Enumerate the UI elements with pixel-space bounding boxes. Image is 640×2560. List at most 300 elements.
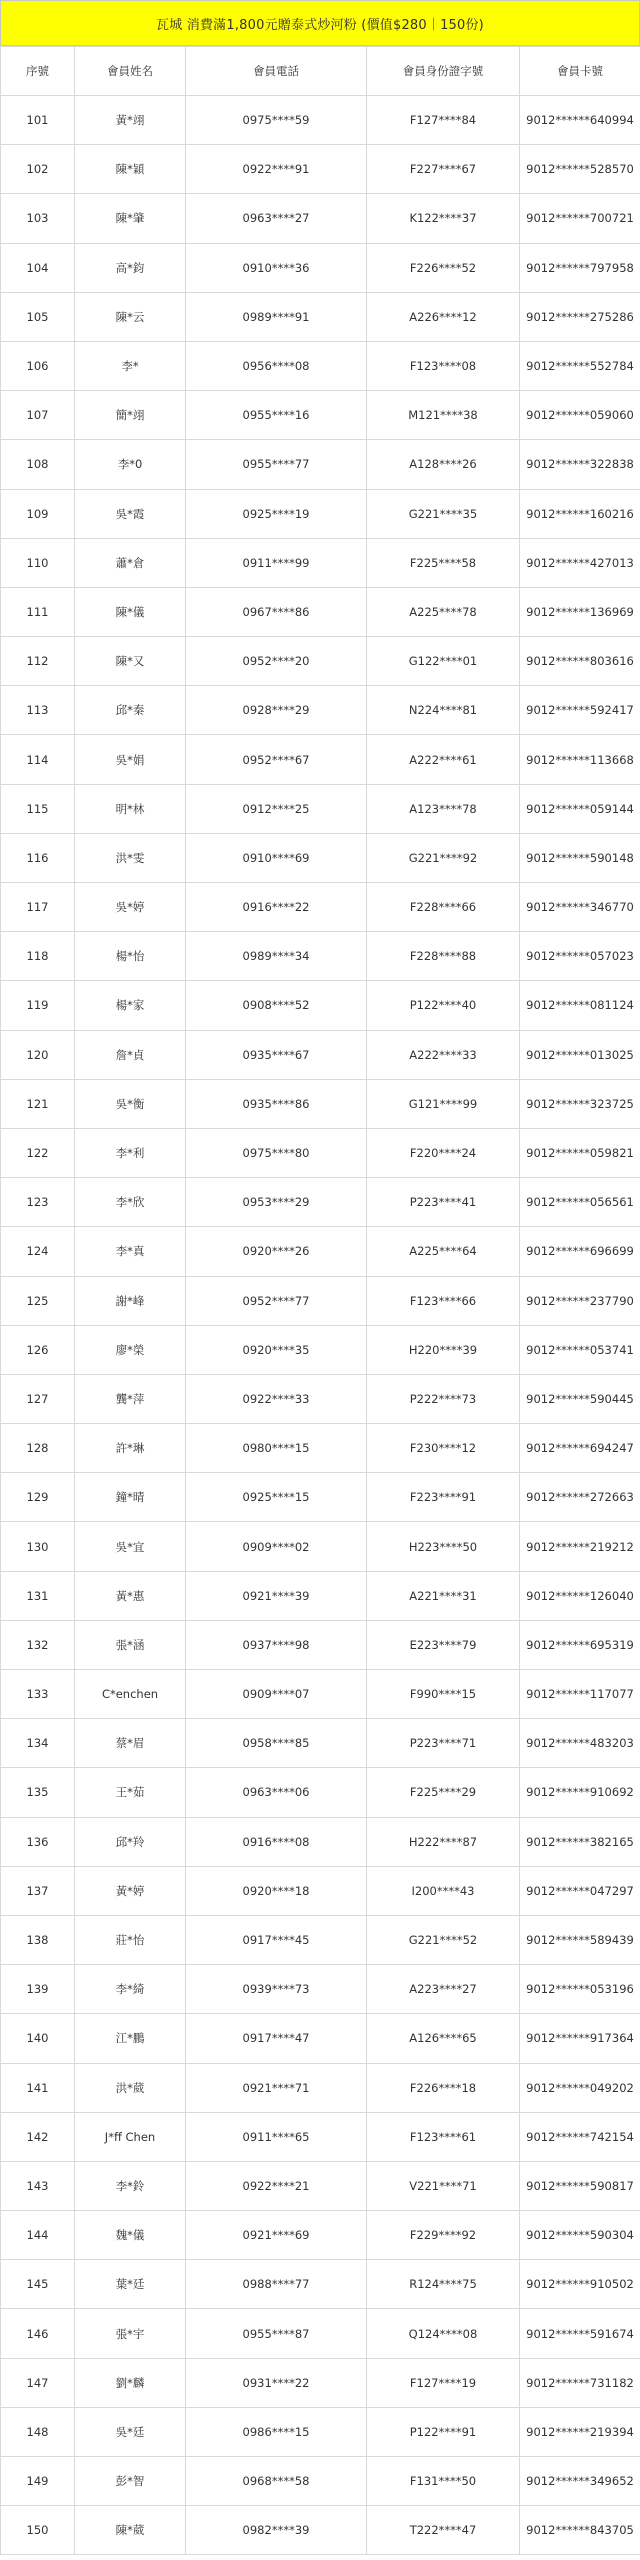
cell-member-card: 9012******059144 [520, 784, 640, 833]
cell-member-id: H222****87 [367, 1817, 520, 1866]
cell-member-name: 魏*儀 [75, 2211, 186, 2260]
cell-member-phone: 0989****91 [186, 292, 367, 341]
cell-member-name: 陳*云 [75, 292, 186, 341]
cell-member-id: F225****29 [367, 1768, 520, 1817]
cell-member-id: P122****40 [367, 981, 520, 1030]
cell-serial: 144 [1, 2211, 75, 2260]
cell-member-name: 吳*衡 [75, 1079, 186, 1128]
cell-member-name: C*enchen [75, 1670, 186, 1719]
cell-member-card: 9012******346770 [520, 883, 640, 932]
table-row [1, 2211, 640, 2260]
table-row [1, 2506, 640, 2555]
cell-serial: 139 [1, 1965, 75, 2014]
cell-serial: 129 [1, 1473, 75, 1522]
cell-member-id: F123****61 [367, 2112, 520, 2161]
cell-member-phone: 0921****39 [186, 1571, 367, 1620]
cell-member-id: P222****73 [367, 1374, 520, 1423]
cell-member-phone: 0910****36 [186, 243, 367, 292]
cell-member-id: F990****15 [367, 1670, 520, 1719]
table-row [1, 1719, 640, 1768]
table-row [1, 1670, 640, 1719]
cell-serial: 132 [1, 1620, 75, 1669]
cell-serial: 143 [1, 2161, 75, 2210]
cell-member-card: 9012******113668 [520, 735, 640, 784]
cell-member-phone: 0908****52 [186, 981, 367, 1030]
cell-member-id: F228****66 [367, 883, 520, 932]
cell-member-phone: 0916****08 [186, 1817, 367, 1866]
table-row [1, 1079, 640, 1128]
cell-member-card: 9012******322838 [520, 440, 640, 489]
cell-member-card: 9012******013025 [520, 1030, 640, 1079]
cell-member-name: 吳*婷 [75, 883, 186, 932]
cell-member-card: 9012******590445 [520, 1374, 640, 1423]
cell-member-card: 9012******797958 [520, 243, 640, 292]
cell-member-phone: 0917****45 [186, 1915, 367, 1964]
table-body [1, 96, 640, 2555]
cell-serial: 147 [1, 2358, 75, 2407]
cell-serial: 134 [1, 1719, 75, 1768]
cell-member-name: 洪*雯 [75, 833, 186, 882]
cell-member-name: 謝*峰 [75, 1276, 186, 1325]
cell-member-phone: 0911****65 [186, 2112, 367, 2161]
cell-member-phone: 0916****22 [186, 883, 367, 932]
cell-member-id: E223****79 [367, 1620, 520, 1669]
cell-member-name: 王*茹 [75, 1768, 186, 1817]
table-row [1, 981, 640, 1030]
cell-serial: 148 [1, 2407, 75, 2456]
cell-member-name: 黃*惠 [75, 1571, 186, 1620]
cell-serial: 106 [1, 341, 75, 390]
cell-serial: 101 [1, 96, 75, 145]
cell-member-card: 9012******053741 [520, 1325, 640, 1374]
cell-member-card: 9012******126040 [520, 1571, 640, 1620]
cell-member-phone: 0952****67 [186, 735, 367, 784]
table-row [1, 538, 640, 587]
cell-member-phone: 0939****73 [186, 1965, 367, 2014]
cell-member-name: J*ff Chen [75, 2112, 186, 2161]
column-header-card: 會員卡號 [520, 47, 640, 96]
cell-member-card: 9012******275286 [520, 292, 640, 341]
cell-member-id: I200****43 [367, 1866, 520, 1915]
cell-member-phone: 0986****15 [186, 2407, 367, 2456]
cell-member-card: 9012******694247 [520, 1424, 640, 1473]
cell-member-card: 9012******590148 [520, 833, 640, 882]
cell-member-card: 9012******237790 [520, 1276, 640, 1325]
cell-serial: 115 [1, 784, 75, 833]
cell-serial: 118 [1, 932, 75, 981]
cell-member-name: 高*鈞 [75, 243, 186, 292]
cell-member-phone: 0935****67 [186, 1030, 367, 1079]
cell-member-id: G121****99 [367, 1079, 520, 1128]
cell-serial: 102 [1, 145, 75, 194]
table-row [1, 440, 640, 489]
cell-member-id: G221****92 [367, 833, 520, 882]
cell-serial: 105 [1, 292, 75, 341]
table-row [1, 292, 640, 341]
cell-member-phone: 0922****91 [186, 145, 367, 194]
page-title: 瓦城 消費滿1,800元贈泰式炒河粉 (價值$280｜150份) [156, 17, 484, 33]
cell-member-phone: 0956****08 [186, 341, 367, 390]
cell-member-id: F228****88 [367, 932, 520, 981]
cell-member-id: A225****78 [367, 587, 520, 636]
cell-serial: 114 [1, 735, 75, 784]
table-row [1, 1571, 640, 1620]
cell-member-name: 李*鈴 [75, 2161, 186, 2210]
table-row [1, 1866, 640, 1915]
cell-serial: 104 [1, 243, 75, 292]
table-row [1, 1128, 640, 1177]
cell-member-name: 吳*霞 [75, 489, 186, 538]
cell-member-phone: 0910****69 [186, 833, 367, 882]
table-row [1, 341, 640, 390]
title-bar [0, 0, 640, 46]
cell-member-name: 陳*葳 [75, 2506, 186, 2555]
cell-member-card: 9012******117077 [520, 1670, 640, 1719]
cell-serial: 145 [1, 2260, 75, 2309]
cell-member-id: V221****71 [367, 2161, 520, 2210]
table-row [1, 1178, 640, 1227]
cell-member-name: 張*宇 [75, 2309, 186, 2358]
cell-member-name: 楊*怡 [75, 932, 186, 981]
cell-member-id: N224****81 [367, 686, 520, 735]
cell-member-card: 9012******057023 [520, 932, 640, 981]
cell-serial: 140 [1, 2014, 75, 2063]
cell-member-card: 9012******742154 [520, 2112, 640, 2161]
table-row [1, 1276, 640, 1325]
cell-serial: 113 [1, 686, 75, 735]
cell-member-name: 李*欣 [75, 1178, 186, 1227]
cell-member-name: 陳*肇 [75, 194, 186, 243]
cell-member-id: R124****75 [367, 2260, 520, 2309]
cell-member-card: 9012******591674 [520, 2309, 640, 2358]
column-header-id: 會員身份證字號 [367, 47, 520, 96]
cell-member-card: 9012******160216 [520, 489, 640, 538]
table-row [1, 1374, 640, 1423]
cell-member-phone: 0968****58 [186, 2457, 367, 2506]
cell-serial: 141 [1, 2063, 75, 2112]
cell-member-card: 9012******219394 [520, 2407, 640, 2456]
cell-member-name: 許*琳 [75, 1424, 186, 1473]
table-row [1, 145, 640, 194]
member-table [0, 46, 640, 2555]
table-row [1, 96, 640, 145]
cell-member-phone: 0935****86 [186, 1079, 367, 1128]
table-row [1, 2358, 640, 2407]
table-row [1, 2014, 640, 2063]
cell-serial: 121 [1, 1079, 75, 1128]
cell-serial: 136 [1, 1817, 75, 1866]
cell-member-card: 9012******483203 [520, 1719, 640, 1768]
cell-member-phone: 0909****07 [186, 1670, 367, 1719]
table-row [1, 883, 640, 932]
column-header-name: 會員姓名 [75, 47, 186, 96]
cell-member-id: F220****24 [367, 1128, 520, 1177]
cell-member-phone: 0955****87 [186, 2309, 367, 2358]
cell-member-id: G221****35 [367, 489, 520, 538]
header-row [1, 47, 640, 96]
table-row [1, 784, 640, 833]
cell-member-card: 9012******592417 [520, 686, 640, 735]
cell-serial: 110 [1, 538, 75, 587]
cell-member-phone: 0963****27 [186, 194, 367, 243]
cell-member-name: 吳*廷 [75, 2407, 186, 2456]
cell-member-id: F123****66 [367, 1276, 520, 1325]
cell-member-phone: 0922****21 [186, 2161, 367, 2210]
cell-member-name: 張*涵 [75, 1620, 186, 1669]
cell-member-name: 龔*萍 [75, 1374, 186, 1423]
cell-member-id: F223****91 [367, 1473, 520, 1522]
cell-member-id: F123****08 [367, 341, 520, 390]
cell-member-name: 蔡*眉 [75, 1719, 186, 1768]
cell-member-name: 楊*家 [75, 981, 186, 1030]
cell-member-card: 9012******047297 [520, 1866, 640, 1915]
cell-serial: 150 [1, 2506, 75, 2555]
cell-member-name: 葉*廷 [75, 2260, 186, 2309]
cell-member-name: 李*0 [75, 440, 186, 489]
cell-member-name: 江*鵬 [75, 2014, 186, 2063]
cell-member-phone: 0952****20 [186, 637, 367, 686]
table-row [1, 1620, 640, 1669]
cell-member-name: 吳*娟 [75, 735, 186, 784]
cell-member-phone: 0925****19 [186, 489, 367, 538]
cell-member-id: A226****12 [367, 292, 520, 341]
cell-member-phone: 0988****77 [186, 2260, 367, 2309]
cell-member-id: A128****26 [367, 440, 520, 489]
cell-serial: 149 [1, 2457, 75, 2506]
cell-member-card: 9012******843705 [520, 2506, 640, 2555]
cell-member-id: Q124****08 [367, 2309, 520, 2358]
cell-serial: 130 [1, 1522, 75, 1571]
cell-member-id: P223****41 [367, 1178, 520, 1227]
cell-member-phone: 0922****33 [186, 1374, 367, 1423]
cell-member-phone: 0980****15 [186, 1424, 367, 1473]
cell-member-phone: 0920****18 [186, 1866, 367, 1915]
cell-member-name: 蕭*倉 [75, 538, 186, 587]
cell-member-name: 劉*麟 [75, 2358, 186, 2407]
cell-member-card: 9012******640994 [520, 96, 640, 145]
cell-serial: 122 [1, 1128, 75, 1177]
cell-member-name: 吳*宜 [75, 1522, 186, 1571]
cell-member-phone: 0975****80 [186, 1128, 367, 1177]
cell-member-name: 邱*羚 [75, 1817, 186, 1866]
cell-member-name: 陳*穎 [75, 145, 186, 194]
cell-member-card: 9012******081124 [520, 981, 640, 1030]
cell-serial: 112 [1, 637, 75, 686]
cell-member-id: F225****58 [367, 538, 520, 587]
cell-member-card: 9012******552784 [520, 341, 640, 390]
column-header-phone: 會員電話 [186, 47, 367, 96]
cell-member-card: 9012******696699 [520, 1227, 640, 1276]
table-row [1, 1915, 640, 1964]
cell-serial: 126 [1, 1325, 75, 1374]
cell-member-phone: 0920****35 [186, 1325, 367, 1374]
table-row [1, 1522, 640, 1571]
cell-member-card: 9012******349652 [520, 2457, 640, 2506]
cell-member-name: 詹*貞 [75, 1030, 186, 1079]
table-row [1, 391, 640, 440]
cell-member-id: A222****33 [367, 1030, 520, 1079]
cell-member-phone: 0953****29 [186, 1178, 367, 1227]
cell-member-id: A123****78 [367, 784, 520, 833]
table-row [1, 2161, 640, 2210]
table-row [1, 637, 640, 686]
cell-member-phone: 0931****22 [186, 2358, 367, 2407]
cell-member-phone: 0967****86 [186, 587, 367, 636]
cell-serial: 119 [1, 981, 75, 1030]
cell-member-name: 李*真 [75, 1227, 186, 1276]
cell-member-id: F227****67 [367, 145, 520, 194]
cell-member-id: F226****18 [367, 2063, 520, 2112]
cell-member-card: 9012******910692 [520, 1768, 640, 1817]
cell-member-phone: 0958****85 [186, 1719, 367, 1768]
cell-serial: 109 [1, 489, 75, 538]
cell-member-name: 李* [75, 341, 186, 390]
table-row [1, 2112, 640, 2161]
cell-member-card: 9012******590304 [520, 2211, 640, 2260]
cell-member-card: 9012******059060 [520, 391, 640, 440]
cell-member-name: 黃*婷 [75, 1866, 186, 1915]
cell-member-id: M121****38 [367, 391, 520, 440]
cell-member-phone: 0920****26 [186, 1227, 367, 1276]
table-row [1, 243, 640, 292]
table-row [1, 587, 640, 636]
cell-member-id: F229****92 [367, 2211, 520, 2260]
cell-member-id: F230****12 [367, 1424, 520, 1473]
cell-member-phone: 0952****77 [186, 1276, 367, 1325]
cell-member-phone: 0955****77 [186, 440, 367, 489]
cell-member-phone: 0921****69 [186, 2211, 367, 2260]
cell-member-card: 9012******382165 [520, 1817, 640, 1866]
cell-member-name: 洪*葳 [75, 2063, 186, 2112]
cell-serial: 117 [1, 883, 75, 932]
cell-serial: 133 [1, 1670, 75, 1719]
cell-member-name: 陳*儀 [75, 587, 186, 636]
table-row [1, 833, 640, 882]
table-row [1, 1473, 640, 1522]
cell-member-id: P122****91 [367, 2407, 520, 2456]
cell-serial: 146 [1, 2309, 75, 2358]
cell-serial: 123 [1, 1178, 75, 1227]
cell-member-card: 9012******053196 [520, 1965, 640, 2014]
cell-member-card: 9012******700721 [520, 194, 640, 243]
cell-member-phone: 0925****15 [186, 1473, 367, 1522]
cell-member-card: 9012******049202 [520, 2063, 640, 2112]
cell-serial: 128 [1, 1424, 75, 1473]
table-row [1, 735, 640, 784]
cell-member-card: 9012******059821 [520, 1128, 640, 1177]
cell-member-name: 莊*怡 [75, 1915, 186, 1964]
table-row [1, 932, 640, 981]
cell-member-phone: 0917****47 [186, 2014, 367, 2063]
cell-serial: 120 [1, 1030, 75, 1079]
table-row [1, 1227, 640, 1276]
cell-member-card: 9012******323725 [520, 1079, 640, 1128]
cell-member-id: K122****37 [367, 194, 520, 243]
cell-member-name: 廖*榮 [75, 1325, 186, 1374]
cell-member-phone: 0937****98 [186, 1620, 367, 1669]
cell-member-name: 明*林 [75, 784, 186, 833]
cell-serial: 124 [1, 1227, 75, 1276]
cell-member-card: 9012******910502 [520, 2260, 640, 2309]
cell-member-phone: 0909****02 [186, 1522, 367, 1571]
cell-member-id: A225****64 [367, 1227, 520, 1276]
cell-member-phone: 0955****16 [186, 391, 367, 440]
cell-member-id: H223****50 [367, 1522, 520, 1571]
cell-serial: 131 [1, 1571, 75, 1620]
cell-serial: 142 [1, 2112, 75, 2161]
table-row [1, 1817, 640, 1866]
cell-member-id: A223****27 [367, 1965, 520, 2014]
cell-member-id: H220****39 [367, 1325, 520, 1374]
cell-member-card: 9012******589439 [520, 1915, 640, 1964]
table-row [1, 1030, 640, 1079]
cell-member-card: 9012******917364 [520, 2014, 640, 2063]
cell-member-card: 9012******272663 [520, 1473, 640, 1522]
cell-member-id: A221****31 [367, 1571, 520, 1620]
cell-member-phone: 0989****34 [186, 932, 367, 981]
cell-member-name: 邱*秦 [75, 686, 186, 735]
table-header [1, 47, 640, 96]
cell-member-id: F127****84 [367, 96, 520, 145]
cell-serial: 127 [1, 1374, 75, 1423]
cell-member-id: F131****50 [367, 2457, 520, 2506]
table-row [1, 686, 640, 735]
cell-member-phone: 0928****29 [186, 686, 367, 735]
cell-member-id: G221****52 [367, 1915, 520, 1964]
cell-member-id: A126****65 [367, 2014, 520, 2063]
cell-serial: 137 [1, 1866, 75, 1915]
cell-member-name: 李*綺 [75, 1965, 186, 2014]
table-row [1, 1768, 640, 1817]
cell-member-name: 鐘*晴 [75, 1473, 186, 1522]
cell-member-card: 9012******590817 [520, 2161, 640, 2210]
table-row [1, 2260, 640, 2309]
cell-member-card: 9012******731182 [520, 2358, 640, 2407]
table-row [1, 1965, 640, 2014]
cell-serial: 138 [1, 1915, 75, 1964]
table-row [1, 2063, 640, 2112]
table-row [1, 1325, 640, 1374]
cell-member-name: 彭*智 [75, 2457, 186, 2506]
cell-member-name: 李*利 [75, 1128, 186, 1177]
cell-member-name: 陳*又 [75, 637, 186, 686]
cell-member-card: 9012******056561 [520, 1178, 640, 1227]
cell-serial: 116 [1, 833, 75, 882]
cell-member-id: G122****01 [367, 637, 520, 686]
cell-member-phone: 0975****59 [186, 96, 367, 145]
table-row [1, 1424, 640, 1473]
cell-member-phone: 0912****25 [186, 784, 367, 833]
cell-member-card: 9012******803616 [520, 637, 640, 686]
cell-member-name: 簡*翊 [75, 391, 186, 440]
cell-member-card: 9012******528570 [520, 145, 640, 194]
cell-member-id: P223****71 [367, 1719, 520, 1768]
cell-member-phone: 0921****71 [186, 2063, 367, 2112]
cell-member-id: F127****19 [367, 2358, 520, 2407]
cell-member-id: T222****47 [367, 2506, 520, 2555]
cell-member-id: A222****61 [367, 735, 520, 784]
table-row [1, 194, 640, 243]
cell-serial: 111 [1, 587, 75, 636]
cell-serial: 107 [1, 391, 75, 440]
cell-member-card: 9012******136969 [520, 587, 640, 636]
cell-member-phone: 0963****06 [186, 1768, 367, 1817]
cell-serial: 135 [1, 1768, 75, 1817]
table-row [1, 2407, 640, 2456]
cell-member-card: 9012******695319 [520, 1620, 640, 1669]
cell-serial: 108 [1, 440, 75, 489]
cell-member-card: 9012******219212 [520, 1522, 640, 1571]
